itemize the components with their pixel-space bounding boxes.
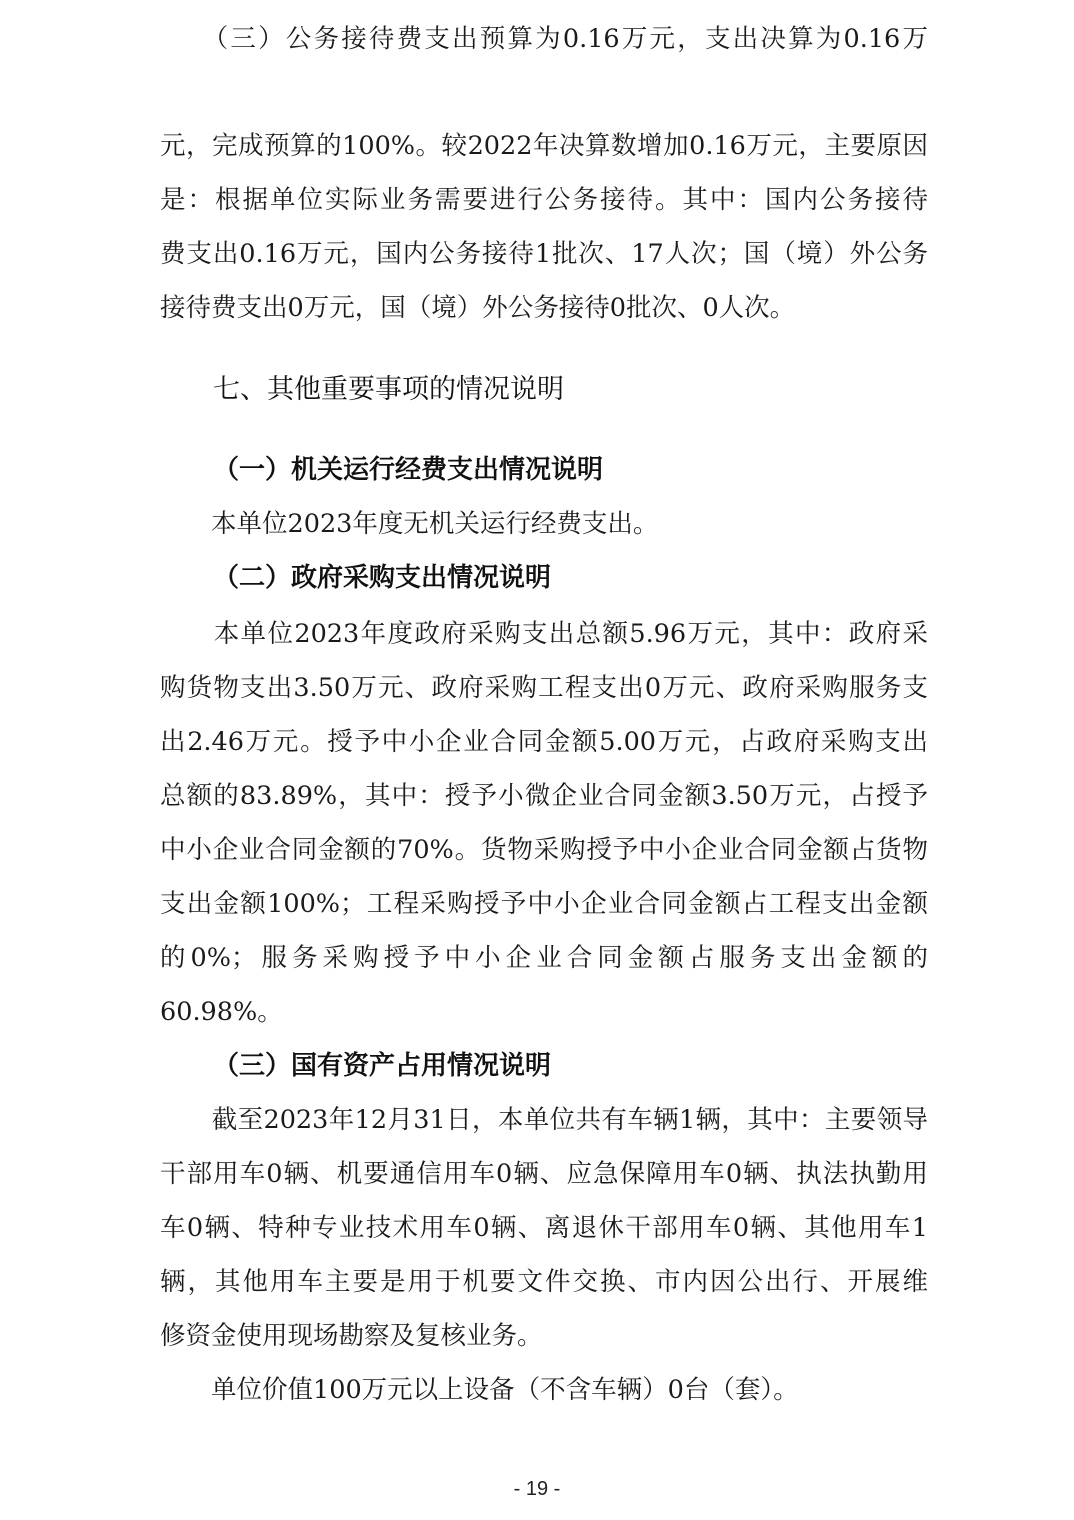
- paragraph-line: 支出金额100%；工程采购授予中小企业合同金额占工程支出金额: [160, 889, 928, 919]
- paragraph-line: 车0辆、特种专业技术用车0辆、离退休干部用车0辆、其他用车1: [160, 1213, 928, 1243]
- paragraph-line: 元，完成预算的100%。较2022年决算数增加0.16万元，主要原因: [160, 131, 928, 161]
- paragraph-line: 干部用车0辆、机要通信用车0辆、应急保障用车0辆、执法执勤用: [160, 1159, 928, 1189]
- paragraph-line: 本单位2023年度政府采购支出总额5.96万元，其中：政府采: [160, 619, 928, 649]
- paragraph-line: 辆，其他用车主要是用于机要文件交换、市内因公出行、开展维: [160, 1267, 928, 1297]
- paragraph-line: 中小企业合同金额的70%。货物采购授予中小企业合同金额占货物: [160, 835, 928, 865]
- paragraph-line: 的0%；服务采购授予中小企业合同金额占服务支出金额的: [160, 943, 928, 973]
- subsection-heading-state-assets: （三）国有资产占用情况说明: [200, 1051, 552, 1081]
- paragraph-line: 出2.46万元。授予中小企业合同金额5.00万元，占政府采购支出: [160, 727, 928, 757]
- subsection-heading-procurement: （二）政府采购支出情况说明: [200, 563, 552, 593]
- paragraph-line: 60.98%。: [160, 997, 283, 1027]
- paragraph-line: 截至2023年12月31日，本单位共有车辆1辆，其中：主要领导: [160, 1105, 928, 1135]
- paragraph-line: 接待费支出0万元，国（境）外公务接待0批次、0人次。: [160, 293, 796, 323]
- paragraph-line: 购货物支出3.50万元、政府采购工程支出0万元、政府采购服务支: [160, 673, 928, 703]
- paragraph-line: 修资金使用现场勘察及复核业务。: [160, 1321, 543, 1351]
- paragraph-line: 费支出0.16万元，国内公务接待1批次、17人次；国（境）外公务: [160, 239, 928, 269]
- paragraph-line: 本单位2023年度无机关运行经费支出。: [160, 509, 659, 539]
- section-heading: 七、其他重要事项的情况说明: [213, 374, 564, 405]
- subsection-heading-operating-expenses: （一）机关运行经费支出情况说明: [200, 455, 604, 485]
- paragraph-line: 是：根据单位实际业务需要进行公务接待。其中：国内公务接待: [160, 185, 928, 215]
- page-number: - 19 -: [513, 1478, 561, 1500]
- paragraph-line: 单位价值100万元以上设备（不含车辆）0台（套）。: [160, 1375, 799, 1405]
- paragraph-line: （三）公务接待费支出预算为0.16万元，支出决算为0.16万: [160, 24, 928, 54]
- paragraph-line: 总额的83.89%，其中：授予小微企业合同金额3.50万元，占授予: [160, 781, 928, 811]
